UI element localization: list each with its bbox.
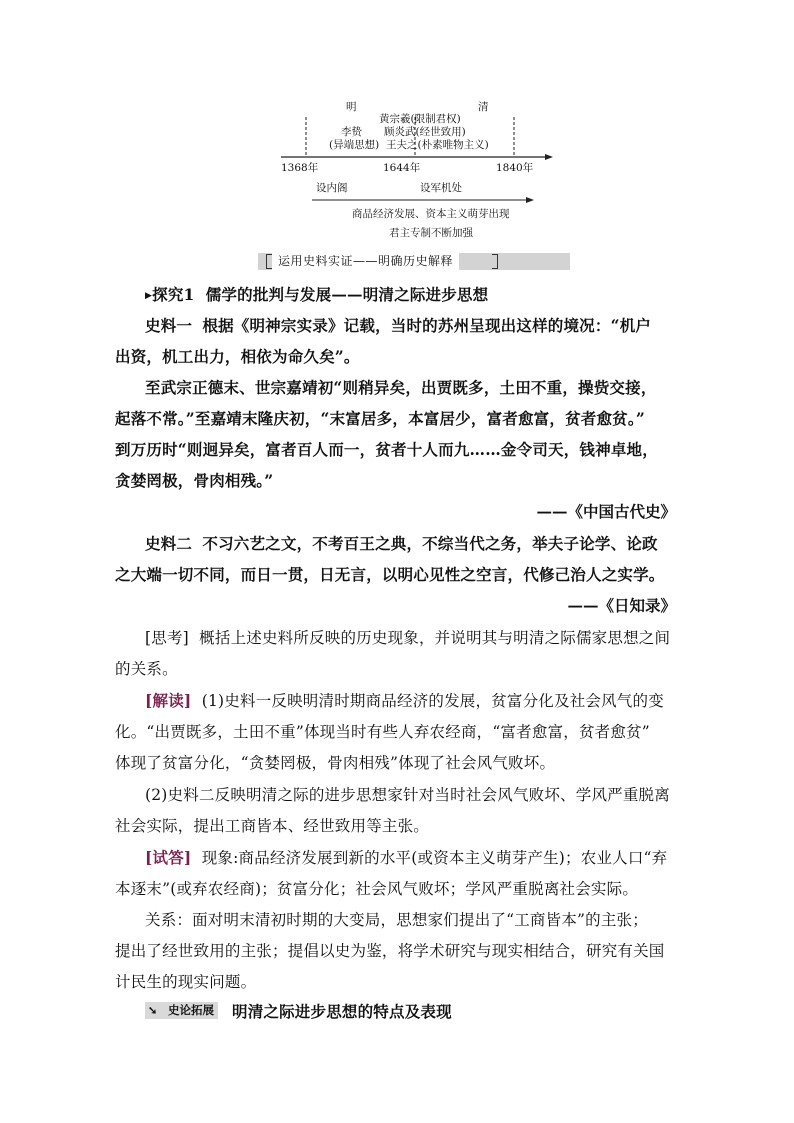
think-tag: [思考] [145, 629, 189, 647]
material-1-line-1: 史料一 根据《明神宗实录》记载，当时的苏州呈现出这样的境况：“机户 [145, 316, 652, 335]
answer-line-2: 本逐末”(或弃农经商)；贫富分化；社会风气败坏；学风严重脱离社会实际。 [115, 880, 639, 898]
analysis-line-1: [解读] (1)史料一反映明清时期商品经济的发展，贫富分化及社会风气的变 [145, 691, 664, 710]
explore-title: 儒学的批判与发展——明清之际进步思想 [205, 285, 489, 304]
label-li-zhi: 李贽 [341, 126, 362, 138]
analysis-line-3: 体现了贫富分化，“贪婪罔极，骨肉相残”体现了社会风气败坏。 [115, 754, 556, 772]
section-banner [258, 253, 570, 270]
answer-line-1: [试答] 现象:商品经济发展到新的水平(或资本主义萌芽产生)；农业人口“弃 [145, 848, 668, 867]
label-gu: 顾炎武(经世致用) [384, 126, 466, 138]
label-huang: 黄宗羲(限制君权) [379, 113, 461, 125]
explore-label: 探究1 [152, 285, 195, 304]
material-2-line-2: 之大端一切不同，而日一贯，日无言，以明心见性之空言，代修己治人之实学。 [115, 565, 665, 584]
analysis-line-4: (2)史料二反映明清之际的进步思想家针对当时社会风气败坏、学风严重脱离 [145, 786, 670, 804]
material-2-source: ——《日知录》 [567, 596, 676, 615]
label-econ: 商品经济发展、资本主义萌芽出现 [352, 208, 510, 220]
extension-badge [145, 1002, 218, 1019]
analysis-line-2: 化。“出贾既多，土田不重”体现当时有些人弃农经商，“富者愈富，贫者愈贫” [115, 723, 650, 741]
answer-line-3: 关系：面对明末清初时期的大变局，思想家们提出了“工商皆本”的主张； [145, 911, 648, 929]
answer-line-5: 计民生的现实问题。 [115, 973, 257, 991]
year-1644: 1644年 [383, 162, 421, 174]
material-1-source: ——《中国古代史》 [536, 502, 676, 521]
label-despot: 君主专制不断加强 [389, 227, 473, 239]
explore-heading [145, 283, 488, 305]
label-li-zhi-note: (异端思想) [329, 139, 380, 151]
extension-tag: 史论拓展 [168, 1003, 214, 1017]
answer-line-4: 提出了经世致用的主张；提倡以史为鉴，将学术研究与现实相结合，研究有关国 [115, 942, 665, 960]
think-line-2: 的关系。 [115, 660, 178, 678]
material-1-label: 史料一 [145, 316, 193, 335]
analysis-tag: [解读] [145, 691, 192, 710]
answer-tag: [试答] [145, 848, 192, 867]
material-2-line-1: 史料二 不习六艺之文，不考百王之典，不综当代之务，举夫子论学、论政 [145, 534, 658, 553]
label-qing: 清 [478, 101, 489, 113]
banner-title: 运用史料实证——明确历史解释 [272, 253, 459, 270]
material-1-line-6: 贪婪罔极，骨肉相残。” [115, 471, 274, 490]
arrow-icon: ➘ [148, 1004, 158, 1017]
label-junjichu: 设军机处 [420, 182, 462, 194]
triangle-bullet-icon: ▶ [145, 291, 153, 301]
material-1-line-3: 至武宗正德末、世宗嘉靖初“则稍异矣，出贾既多，土田不重，操赀交接， [145, 378, 657, 397]
year-1840: 1840年 [496, 162, 534, 174]
label-wang: 王夫之(朴素唯物主义) [386, 139, 489, 151]
material-2-label: 史料二 [145, 534, 193, 553]
year-1368: 1368年 [281, 162, 319, 174]
material-1-line-4: 起落不常。”至嘉靖末隆庆初，“末富居多，本富居少，富者愈富，贫者愈贫。” [115, 409, 645, 428]
bracket-right-icon [492, 254, 498, 269]
extension-title: 明清之际进步思想的特点及表现 [232, 1002, 452, 1021]
label-neige: 设内阁 [316, 182, 348, 194]
think-line-1: [思考] 概括上述史料所反映的历史现象，并说明其与明清之际儒家思想之间 [145, 629, 671, 647]
analysis-line-5: 社会实际，提出工商皆本、经世致用等主张。 [115, 817, 430, 835]
material-1-line-5: 到万历时“则迥异矣，富者百人而一，贫者十人而九……金令司天，钱神卓地， [115, 440, 658, 459]
label-ming: 明 [346, 101, 357, 113]
material-1-line-2: 出资，机工出力，相依为命久矣”。 [115, 347, 360, 366]
